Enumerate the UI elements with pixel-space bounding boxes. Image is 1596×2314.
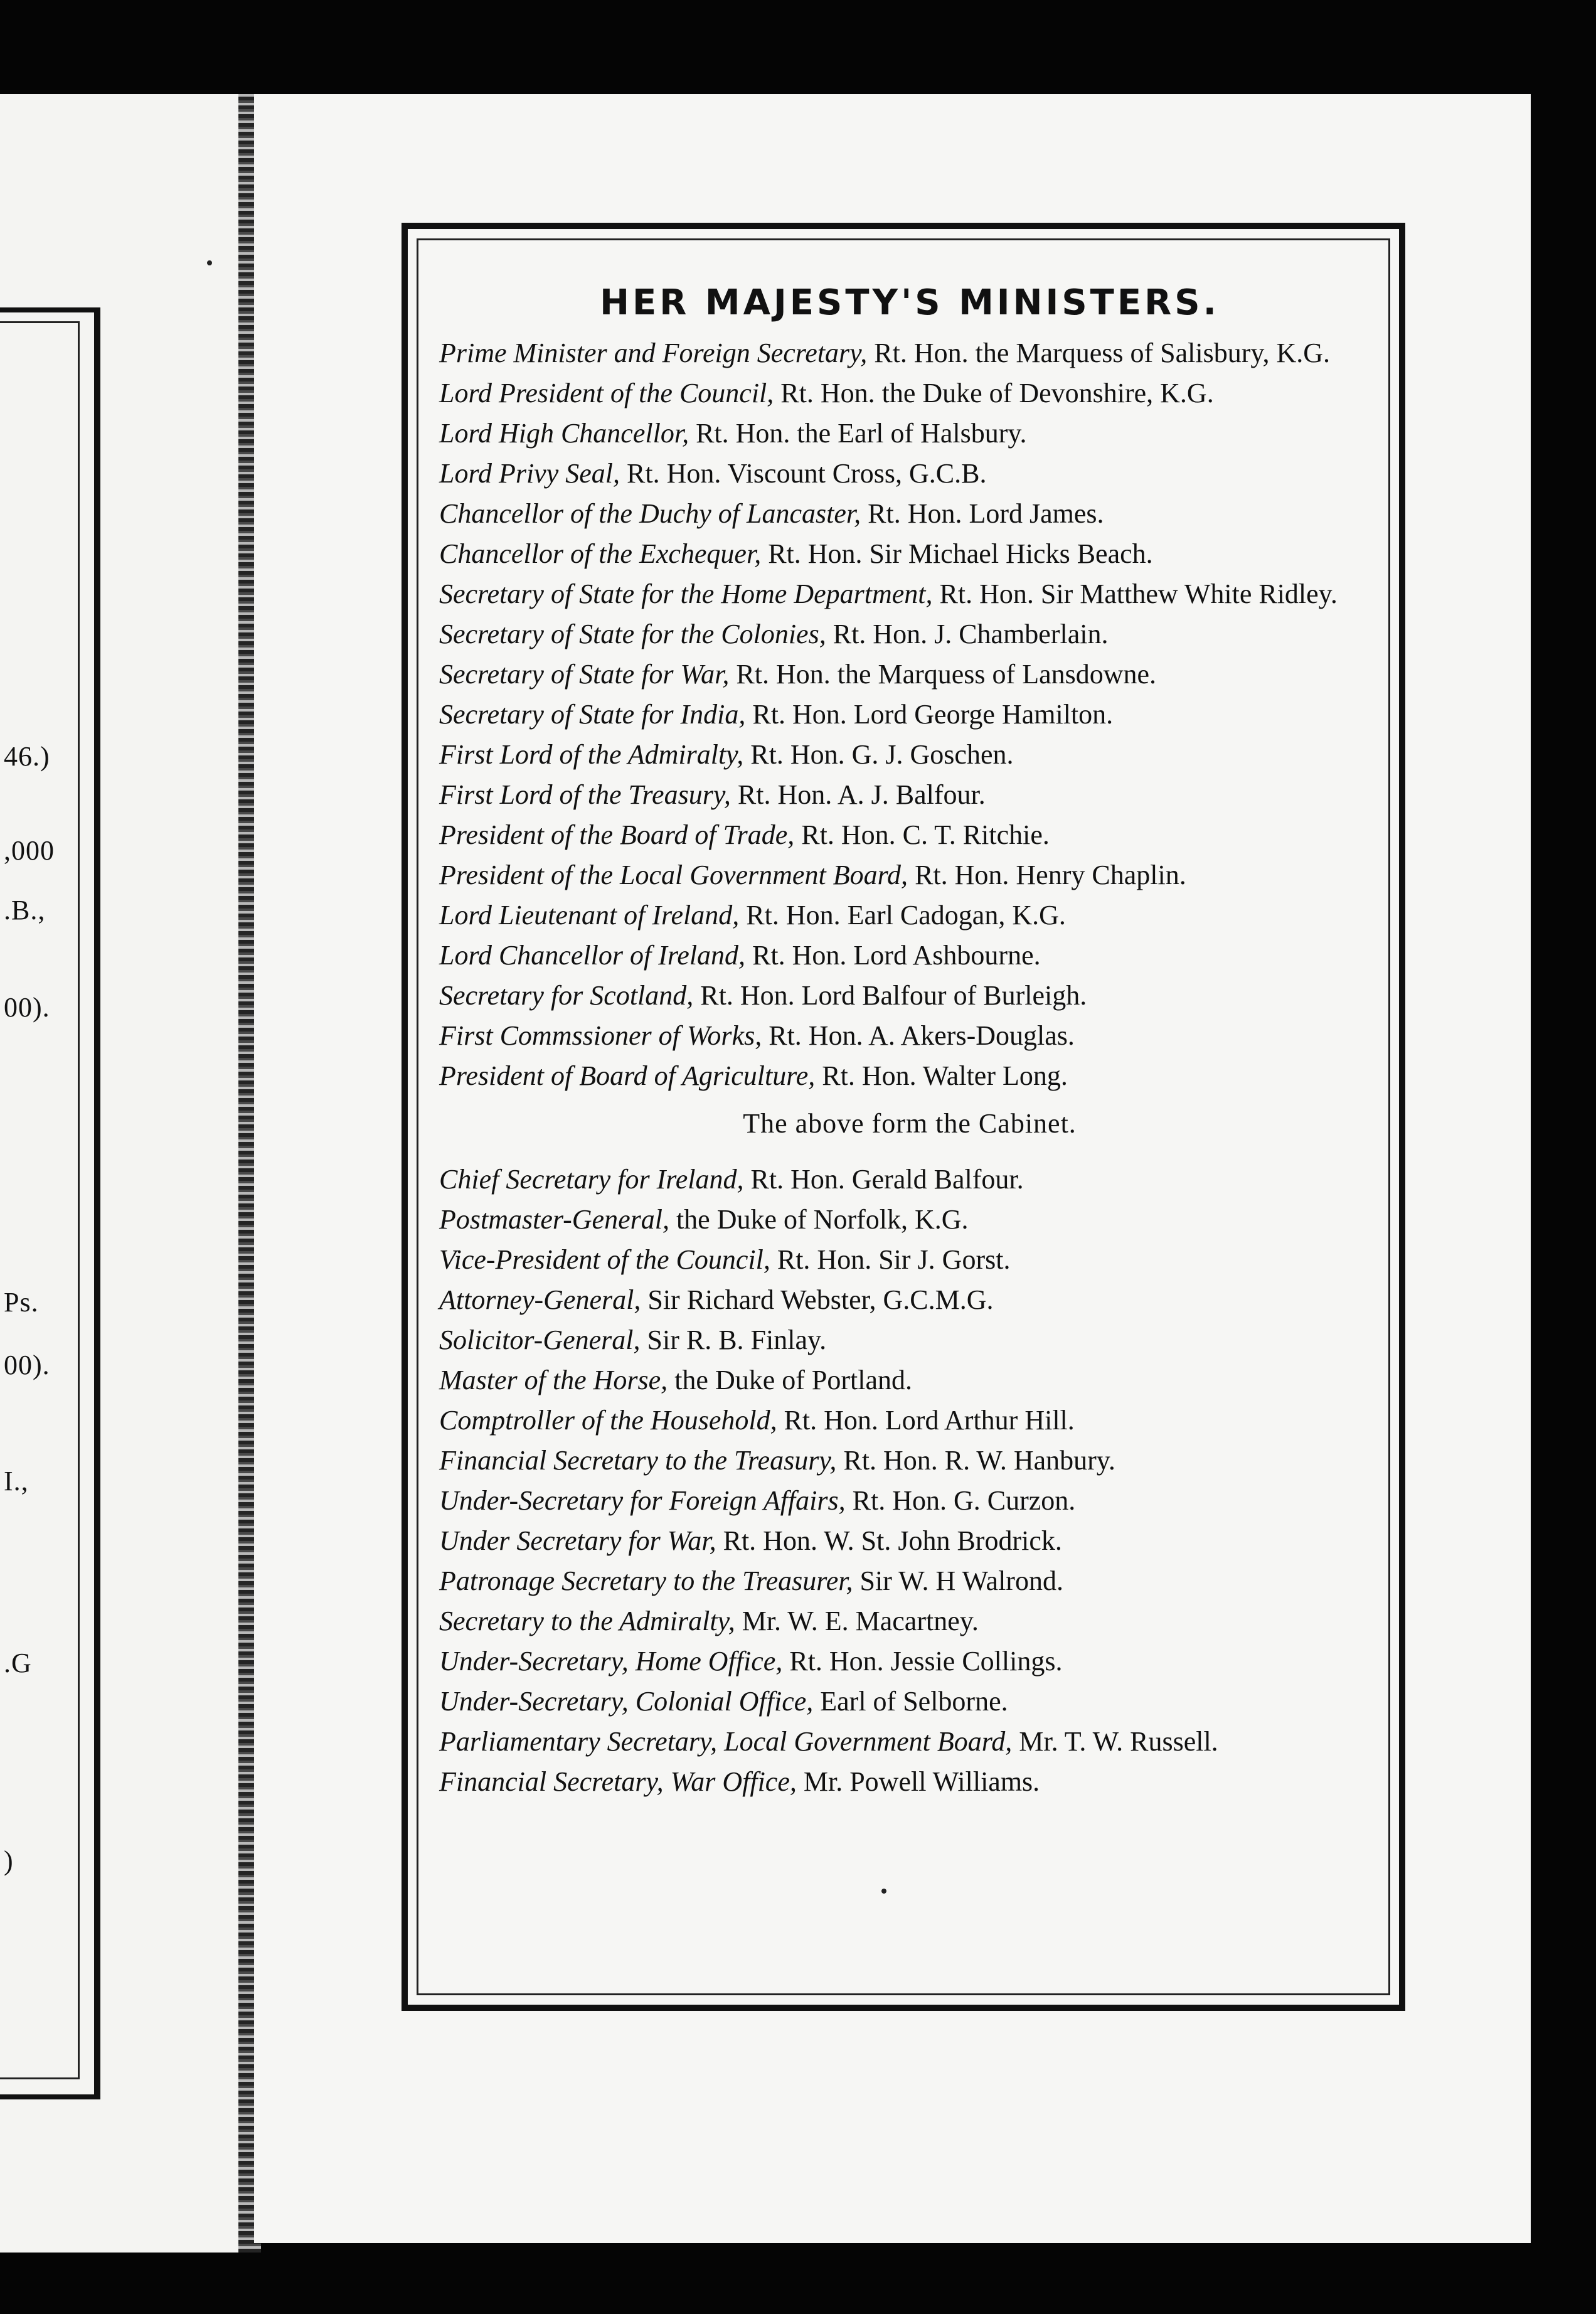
left-fragment-text: Ps. — [4, 1287, 39, 1318]
office-holder: Sir W. H Walrond. — [859, 1565, 1063, 1596]
office-title: Under Secretary for War, — [439, 1525, 716, 1556]
office-holder: Rt. Hon. G. J. Goschen. — [750, 739, 1014, 770]
office-title: Under-Secretary for Foreign Affairs, — [439, 1485, 846, 1516]
left-fragment-text: ,000 — [4, 835, 55, 866]
left-fragment-text: 00). — [4, 992, 50, 1023]
minister-entry — [439, 1522, 1380, 1560]
office-holder: Rt. Hon. Lord James. — [868, 498, 1104, 529]
office-title: First Commssioner of Works, — [439, 1020, 762, 1051]
office-title: Lord Lieutenant of Ireland, — [439, 900, 740, 930]
minister-entry — [439, 1643, 1380, 1680]
office-title: Solicitor-General, — [439, 1325, 641, 1355]
minister-entry — [439, 1017, 1380, 1055]
office-holder: Rt. Hon. Lord Arthur Hill. — [784, 1405, 1075, 1436]
minister-entry — [439, 375, 1380, 412]
office-holder: Rt. Hon. Gerald Balfour. — [750, 1164, 1024, 1195]
office-title: Financial Secretary to the Treasury, — [439, 1445, 837, 1476]
office-holder: Rt. Hon. the Earl of Halsbury. — [696, 418, 1027, 449]
office-title: Under-Secretary, Home Office, — [439, 1646, 783, 1677]
minister-entry — [439, 897, 1380, 934]
minister-entry — [439, 415, 1380, 452]
office-holder: Rt. Hon. Earl Cadogan, K.G. — [746, 900, 1066, 930]
minister-entry — [439, 1281, 1380, 1319]
minister-entry — [439, 535, 1380, 573]
office-holder: the Duke of Norfolk, K.G. — [676, 1204, 969, 1235]
minister-entry — [439, 575, 1380, 613]
minister-entry — [439, 776, 1380, 814]
office-title: Lord Privy Seal, — [439, 458, 620, 489]
minister-entry — [439, 616, 1380, 653]
office-title: President of Board of Agriculture, — [439, 1060, 816, 1091]
office-title: Lord President of the Council, — [439, 378, 774, 408]
office-holder: Rt. Hon. Sir J. Gorst. — [777, 1244, 1011, 1275]
office-title: Vice-President of the Council, — [439, 1244, 770, 1275]
left-fragment-text: I., — [4, 1466, 29, 1496]
office-title: Comptroller of the Household, — [439, 1405, 777, 1436]
office-holder: Mr. T. W. Russell. — [1019, 1726, 1218, 1757]
other-ministers-list — [439, 1161, 1380, 1801]
office-title: Under-Secretary, Colonial Office, — [439, 1686, 814, 1717]
office-title: Secretary of State for the Home Department, — [439, 578, 933, 609]
office-holder: Mr. W. E. Macartney. — [742, 1606, 979, 1636]
office-holder: the Duke of Portland. — [674, 1365, 912, 1395]
office-holder: Rt. Hon. W. St. John Brodrick. — [723, 1525, 1062, 1556]
office-holder: Rt. Hon. Viscount Cross, G.C.B. — [627, 458, 987, 489]
office-title: Secretary of State for India, — [439, 699, 746, 730]
left-page-fragment — [0, 94, 238, 2253]
minister-entry — [439, 1442, 1380, 1480]
office-holder: Rt. Hon. Sir Matthew White Ridley. — [939, 578, 1338, 609]
minister-entry — [439, 1402, 1380, 1439]
office-holder: Rt. Hon. J. Chamberlain. — [833, 619, 1109, 649]
minister-entry — [439, 1602, 1380, 1640]
office-title: Secretary of State for the Colonies, — [439, 619, 826, 649]
minister-entry — [439, 816, 1380, 854]
office-title: Chancellor of the Duchy of Lancaster, — [439, 498, 861, 529]
office-title: Secretary to the Admiralty, — [439, 1606, 735, 1636]
office-title: Parliamentary Secretary, Local Government Board, — [439, 1726, 1013, 1757]
office-holder: Rt. Hon. R. W. Hanbury. — [843, 1445, 1115, 1476]
office-holder: Mr. Powell Williams. — [803, 1766, 1040, 1797]
left-fragment-text: .G — [4, 1648, 32, 1678]
office-title: Chief Secretary for Ireland, — [439, 1164, 744, 1195]
minister-entry — [439, 696, 1380, 733]
office-holder: Sir R. B. Finlay. — [647, 1325, 827, 1355]
minister-entry — [439, 1763, 1380, 1801]
office-holder: Rt. Hon. Lord Ashbourne. — [752, 940, 1041, 971]
minister-entry — [439, 1683, 1380, 1720]
left-page-border-inner — [0, 321, 80, 2079]
cabinet-note: The above form the Cabinet. — [743, 1108, 1077, 1139]
office-title: Patronage Secretary to the Treasurer, — [439, 1565, 853, 1596]
minister-entry — [439, 736, 1380, 774]
office-title: Master of the Horse, — [439, 1365, 668, 1395]
cabinet-list — [439, 334, 1380, 1095]
office-holder: Rt. Hon. Lord Balfour of Burleigh. — [700, 980, 1087, 1011]
office-holder: Rt. Hon. C. T. Ritchie. — [801, 819, 1050, 850]
office-title: Lord High Chancellor, — [439, 418, 689, 449]
minister-entry — [439, 455, 1380, 493]
office-holder: Rt. Hon. Walter Long. — [822, 1060, 1068, 1091]
minister-entry — [439, 1201, 1380, 1239]
office-title: Prime Minister and Foreign Secretary, — [439, 338, 868, 368]
minister-entry — [439, 1321, 1380, 1359]
minister-entry — [439, 1241, 1380, 1279]
ink-speck — [207, 260, 212, 265]
office-holder: Rt. Hon. Sir Michael Hicks Beach. — [768, 538, 1153, 569]
left-fragment-text: 00). — [4, 1350, 50, 1380]
office-holder: Rt. Hon. Lord George Hamilton. — [752, 699, 1114, 730]
office-title: Secretary for Scotland, — [439, 980, 694, 1011]
minister-entry — [439, 1362, 1380, 1399]
minister-entry — [439, 656, 1380, 693]
page-title: HER MAJESTY'S MINISTERS. — [600, 282, 1220, 323]
minister-entry — [439, 937, 1380, 974]
minister-entry — [439, 1057, 1380, 1095]
office-title: Financial Secretary, War Office, — [439, 1766, 797, 1797]
left-fragment-text: .B., — [4, 895, 46, 925]
office-holder: Rt. Hon. G. Curzon. — [852, 1485, 1076, 1516]
minister-entry — [439, 856, 1380, 894]
office-title: First Lord of the Treasury, — [439, 779, 731, 810]
ministers-list — [439, 282, 1380, 1803]
office-holder: Rt. Hon. the Marquess of Salisbury, K.G. — [874, 338, 1331, 368]
office-title: President of the Local Government Board, — [439, 860, 908, 890]
ink-speck — [881, 1889, 886, 1894]
office-holder: Rt. Hon. the Duke of Devonshire, K.G. — [780, 378, 1214, 408]
office-title: President of the Board of Trade, — [439, 819, 795, 850]
office-title: Postmaster-General, — [439, 1204, 669, 1235]
office-holder: Rt. Hon. Jessie Collings. — [789, 1646, 1063, 1677]
office-holder: Rt. Hon. A. Akers-Douglas. — [769, 1020, 1075, 1051]
minister-entry — [439, 1562, 1380, 1600]
minister-entry — [439, 1723, 1380, 1761]
office-title: Chancellor of the Exchequer, — [439, 538, 762, 569]
minister-entry — [439, 1161, 1380, 1198]
office-holder: Rt. Hon. A. J. Balfour. — [737, 779, 986, 810]
office-title: First Lord of the Admiralty, — [439, 739, 744, 770]
office-holder: Sir Richard Webster, G.C.M.G. — [647, 1284, 994, 1315]
minister-entry — [439, 1482, 1380, 1520]
office-holder: Earl of Selborne. — [820, 1686, 1008, 1717]
office-holder: Rt. Hon. Henry Chaplin. — [915, 860, 1186, 890]
office-title: Lord Chancellor of Ireland, — [439, 940, 746, 971]
left-fragment-text: ) — [4, 1845, 14, 1876]
office-title: Secretary of State for War, — [439, 659, 730, 690]
office-title: Attorney-General, — [439, 1284, 641, 1315]
minister-entry — [439, 334, 1380, 372]
office-holder: Rt. Hon. the Marquess of Lansdowne. — [736, 659, 1157, 690]
left-fragment-text: 46.) — [4, 741, 50, 772]
minister-entry — [439, 495, 1380, 533]
minister-entry — [439, 977, 1380, 1015]
